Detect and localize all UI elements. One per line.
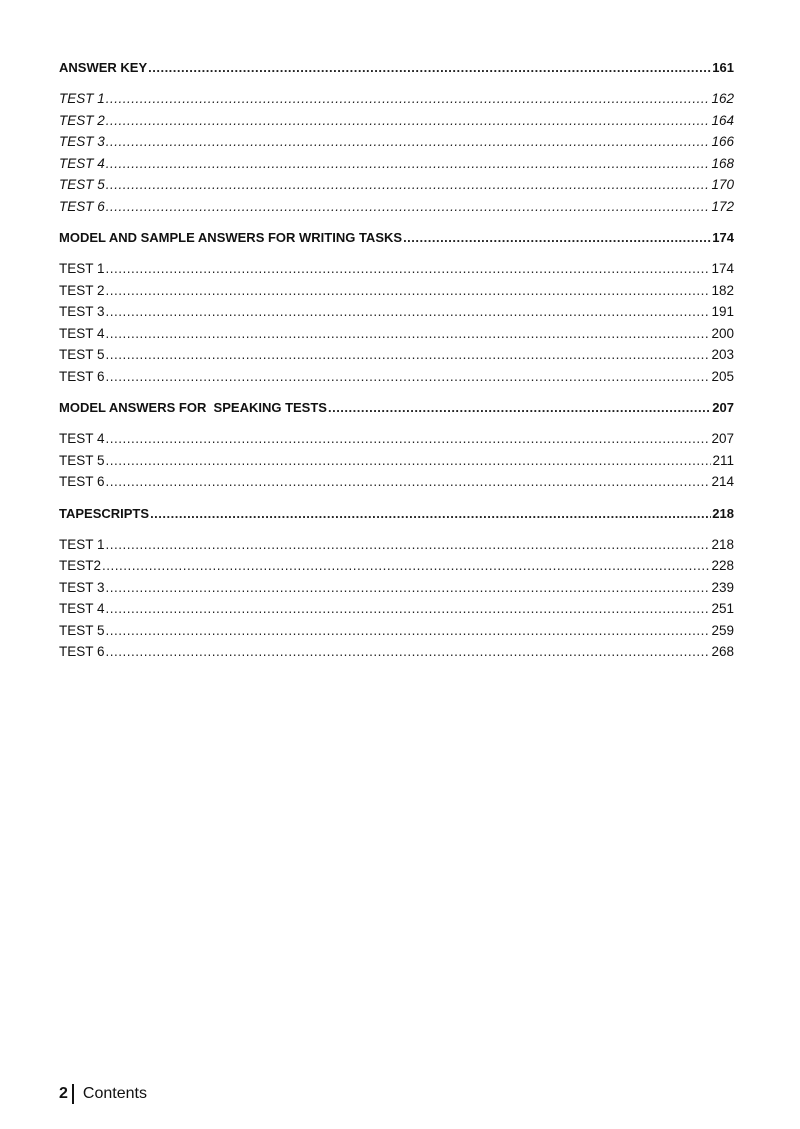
- toc-entry-page: 268: [711, 644, 734, 659]
- dot-leader: [106, 577, 711, 599]
- toc-heading[interactable]: [59, 504, 734, 524]
- page-footer: [59, 1084, 147, 1104]
- dot-leader: [106, 88, 711, 110]
- toc-section-speaking-answers: [59, 398, 734, 502]
- section-spacer: [59, 217, 734, 226]
- toc-entry[interactable]: [59, 428, 734, 450]
- toc-entry-page: 174: [711, 261, 734, 276]
- toc-entry-label: TEST 1: [59, 261, 105, 276]
- toc-entry-label: TEST 2: [59, 112, 105, 128]
- toc-entry-page: 166: [711, 134, 734, 149]
- dot-leader: [148, 58, 711, 78]
- toc-entry-page: 164: [711, 112, 734, 128]
- dot-leader: [106, 174, 711, 196]
- toc-heading[interactable]: [59, 228, 734, 248]
- dot-leader: [106, 428, 711, 450]
- toc-entry-page: 214: [711, 474, 734, 489]
- toc-entry-label: TEST 1: [59, 536, 105, 552]
- toc-entry-page: 162: [711, 91, 734, 106]
- toc-heading-title: MODEL AND SAMPLE ANSWERS FOR WRITING TASKS: [59, 230, 403, 245]
- toc-entry-page: 207: [711, 431, 734, 446]
- toc-entry[interactable]: [59, 323, 734, 345]
- toc-entry-label: TEST 4: [59, 325, 105, 341]
- toc-entry-label: TEST 5: [59, 452, 105, 468]
- toc-entry[interactable]: [59, 110, 734, 132]
- toc-entry-label: TEST 5: [59, 177, 105, 192]
- dot-leader: [328, 398, 711, 418]
- toc-entry[interactable]: [59, 450, 734, 472]
- page-number: 2: [59, 1085, 68, 1102]
- dot-leader: [150, 504, 711, 524]
- toc-entry[interactable]: [59, 258, 734, 280]
- dot-leader: [106, 534, 711, 556]
- toc-entry[interactable]: [59, 471, 734, 493]
- toc-entry-label: TEST 3: [59, 134, 105, 149]
- dot-leader: [106, 450, 712, 472]
- toc-entry[interactable]: [59, 88, 734, 110]
- toc-entry-page: 170: [711, 177, 734, 192]
- toc-heading[interactable]: [59, 398, 734, 418]
- dot-leader: [106, 110, 711, 132]
- toc-entry-page: 205: [711, 368, 734, 384]
- dot-leader: [106, 344, 711, 366]
- toc-entry-page: 191: [711, 304, 734, 319]
- toc-entry-page: 211: [712, 452, 734, 468]
- toc-heading-page: 207: [712, 400, 734, 415]
- toc-entry[interactable]: [59, 534, 734, 556]
- section-spacer: [59, 387, 734, 396]
- dot-leader: [106, 598, 711, 620]
- dot-leader: [106, 258, 711, 280]
- dot-leader: [106, 323, 711, 345]
- dot-leader: [106, 301, 711, 323]
- toc-entry-label: TEST 4: [59, 431, 105, 446]
- dot-leader: [106, 131, 711, 153]
- toc-entry-page: 168: [711, 155, 734, 171]
- toc-entry[interactable]: [59, 301, 734, 323]
- dot-leader: [403, 228, 711, 248]
- dot-leader: [106, 153, 711, 175]
- toc-entry-label: TEST 1: [59, 91, 105, 106]
- toc-entry[interactable]: [59, 577, 734, 599]
- toc-heading-page: 218: [712, 505, 734, 521]
- toc-entry[interactable]: [59, 153, 734, 175]
- toc-heading-title: ANSWER KEY: [59, 60, 148, 75]
- toc-entry-label: TEST 5: [59, 622, 105, 638]
- toc-entry[interactable]: [59, 366, 734, 388]
- footer-divider: [72, 1084, 74, 1104]
- dot-leader: [106, 641, 711, 663]
- toc-entry[interactable]: [59, 174, 734, 196]
- toc-heading-title: TAPESCRIPTS: [59, 505, 150, 521]
- toc-heading-title: MODEL ANSWERS FOR SPEAKING TESTS: [59, 400, 327, 415]
- toc-entry-page: 259: [711, 622, 734, 638]
- toc-entry[interactable]: [59, 555, 734, 577]
- toc-entry-label: TEST 2: [59, 282, 105, 298]
- toc-entry[interactable]: [59, 344, 734, 366]
- toc-entry-label: TEST 3: [59, 579, 105, 595]
- toc-heading-page: 161: [712, 60, 734, 75]
- toc-entry-page: 200: [711, 325, 734, 341]
- toc-entry[interactable]: [59, 620, 734, 642]
- toc-entry-label: TEST 6: [59, 644, 105, 659]
- toc-section-tapescripts: [59, 504, 734, 663]
- footer-label: Contents: [82, 1085, 147, 1102]
- dot-leader: [102, 555, 710, 577]
- toc-heading[interactable]: [59, 58, 734, 78]
- toc-entry[interactable]: [59, 131, 734, 153]
- toc-entry-page: 203: [711, 347, 734, 362]
- toc-entry-label: TEST2: [59, 558, 102, 573]
- dot-leader: [106, 366, 711, 388]
- toc-entry[interactable]: [59, 280, 734, 302]
- toc-entry-page: 218: [711, 536, 734, 552]
- dot-leader: [106, 620, 711, 642]
- toc-entry-label: TEST 4: [59, 155, 105, 171]
- toc-entry-label: TEST 5: [59, 347, 105, 362]
- toc-entry-label: TEST 4: [59, 601, 105, 616]
- toc-heading-page: 174: [712, 230, 734, 245]
- toc-entry[interactable]: [59, 598, 734, 620]
- toc-entry-label: TEST 6: [59, 198, 105, 214]
- dot-leader: [106, 196, 711, 218]
- dot-leader: [106, 280, 711, 302]
- toc-entry-page: 239: [711, 579, 734, 595]
- toc-entry-label: TEST 3: [59, 304, 105, 319]
- toc-entry[interactable]: [59, 196, 734, 218]
- section-spacer: [59, 493, 734, 502]
- toc-section-answer-key: [59, 58, 734, 226]
- toc-section-writing-answers: [59, 228, 734, 396]
- toc-entry[interactable]: [59, 641, 734, 663]
- toc-entry-page: 172: [711, 198, 734, 214]
- toc-entry-page: 251: [711, 601, 734, 616]
- dot-leader: [106, 471, 711, 493]
- toc-entry-label: TEST 6: [59, 474, 105, 489]
- table-of-contents: [59, 58, 734, 665]
- toc-entry-label: TEST 6: [59, 368, 105, 384]
- toc-entry-page: 228: [711, 558, 734, 573]
- toc-entry-page: 182: [711, 282, 734, 298]
